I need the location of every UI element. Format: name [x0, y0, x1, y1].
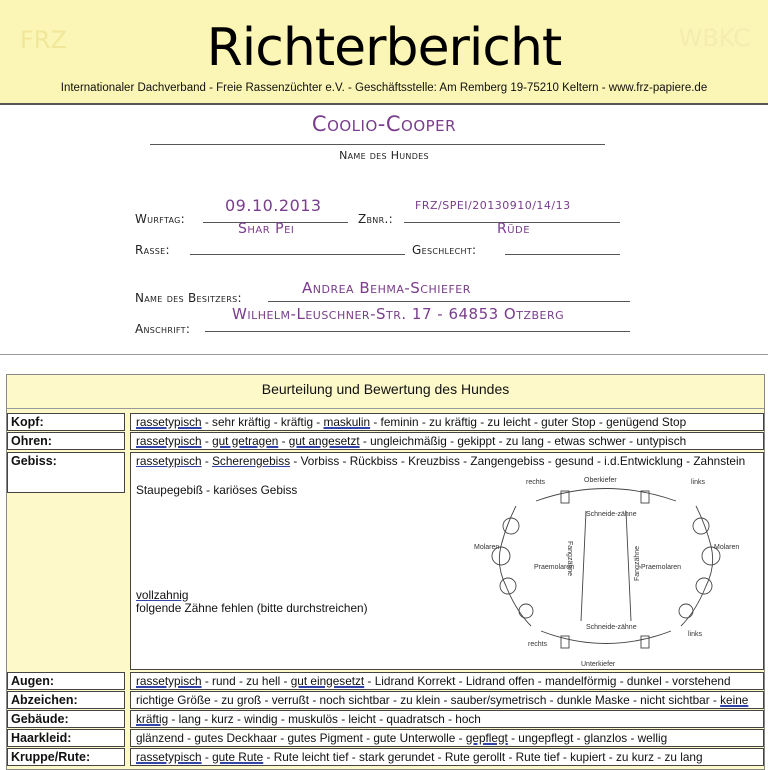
haarkleid-options	[130, 729, 764, 747]
tooth-shape	[679, 604, 693, 618]
unterkiefer-label: Unterkiefer	[581, 661, 616, 667]
page-title: Richterbericht	[206, 18, 562, 78]
schneidezaehne-label-bottom: Schneide-zähne	[586, 624, 637, 631]
rechts-label-bottom: rechts	[528, 641, 548, 648]
ohren-option-text: -	[278, 434, 289, 448]
fangzahn-line-left	[581, 511, 586, 621]
upper-right-arch	[499, 506, 531, 626]
zbnr-label: Zbnr.:	[358, 212, 393, 226]
incisor-arch-lower	[541, 631, 671, 644]
zbnr-value: FRZ/SPEI/20130910/14/13	[415, 199, 571, 212]
besitzer-label: Name des Besitzers:	[135, 291, 242, 305]
assessment-heading-divider	[7, 408, 764, 409]
augen-label: Augen:	[7, 672, 125, 690]
geschlecht-line	[505, 254, 620, 255]
section-divider	[0, 354, 768, 355]
haarkleid-option-text: glänzend - gutes Deckhaar - gutes Pigment - gute Unterwolle -	[136, 731, 466, 745]
ohren-options	[130, 432, 764, 450]
rasse-value: Shar Pei	[238, 221, 295, 237]
fangzaehne-label-left: Fangzähne	[634, 545, 641, 581]
fangzaehne-label-right: Fangzähne	[566, 541, 573, 577]
frz-logo: FRZ	[20, 26, 67, 54]
ohren-option-text: -	[201, 434, 213, 448]
geschlecht-label: Geschlecht:	[412, 243, 477, 257]
kopf-option-text: - feminin - zu kräftig - zu leicht - guter Stop - genügend Stop	[370, 415, 687, 429]
oberkiefer-label: Oberkiefer	[584, 477, 617, 484]
abzeichen-option-text: richtige Größe - zu groß - verrußt - noch sichtbar - zu klein - sauber/symetrisch - dunkle Maske - nicht sichtbar -	[136, 693, 721, 707]
fangzahn-line-right	[626, 511, 631, 621]
anschrift-line	[205, 331, 630, 332]
kruppe-option-selected: rassetypisch	[136, 750, 202, 764]
ohren-option-text: - ungleichmäßig - gekippt - zu lang - etwas schwer - untypisch	[359, 434, 687, 448]
molaren-label-left: Molaren	[714, 544, 740, 551]
incisor-arch-upper	[536, 489, 676, 502]
kopf-option-text: - sehr kräftig - kräftig -	[201, 415, 324, 429]
praemolaren-label-left: Praemolaren	[641, 564, 682, 571]
header-band	[0, 0, 768, 105]
augen-options	[130, 672, 764, 690]
besitzer-line	[268, 301, 630, 302]
gebaeude-option-selected: kräftig	[136, 712, 169, 726]
kruppe-option-text: -	[201, 750, 213, 764]
haarkleid-option-text: - ungepflegt - glanzlos - wellig	[507, 731, 668, 745]
vollzahnig-text: vollzahnig	[136, 588, 189, 602]
gebiss-option-selected: rassetypisch	[136, 454, 202, 468]
haarkleid-option-selected: gepflegt	[465, 731, 508, 745]
gebiss-option-text: - Vorbiss - Rückbiss - Kreuzbiss - Zangengebiss - gesund - i.d.Entwicklung - Zahnstein	[290, 454, 746, 468]
organization-line: Internationaler Dachverband - Freie Rassenzüchter e.V. - Geschäftsstelle: Am Remberg 19-75210 Keltern - www.frz-papiere.de	[60, 82, 708, 94]
anschrift-value: Wilhelm-Leuschner-Str. 17 - 64853 Otzberg	[232, 305, 565, 323]
kruppe-option-text: - Rute leicht tief - stark gerundet - Rute gerollt - Rute tief - kupiert - zu kurz - zu lang	[263, 750, 703, 764]
ohren-option-selected: gut getragen	[212, 434, 279, 448]
assessment-section	[6, 374, 765, 770]
molaren-label-right: Molaren	[474, 544, 500, 551]
wurftag-value: 09.10.2013	[225, 196, 322, 215]
kruppe-options	[130, 748, 764, 766]
augen-option-text: - rund - zu hell -	[201, 674, 291, 688]
dog-name-value: Coolio-Cooper	[311, 112, 457, 136]
gebaeude-label: Gebäude:	[7, 710, 125, 728]
rasse-line	[190, 254, 405, 255]
gebiss-body	[130, 452, 764, 670]
dog-name-line	[150, 144, 605, 145]
haarkleid-label: Haarkleid:	[7, 729, 125, 747]
augen-option-selected: gut eingesetzt	[290, 674, 365, 688]
ohren-option-selected: rassetypisch	[136, 434, 202, 448]
abzeichen-options	[130, 691, 764, 709]
kopf-options	[130, 413, 764, 431]
gebiss-option-selected: Scherengebiss	[212, 454, 291, 468]
missing-teeth-text: folgende Zähne fehlen (bitte durchstreichen)	[136, 601, 368, 615]
tooth-diagram	[456, 471, 756, 667]
upper-left-arch	[681, 506, 713, 626]
tooth-shape	[503, 518, 519, 534]
augen-option-selected: rassetypisch	[136, 674, 202, 688]
abzeichen-option-selected: keine	[720, 693, 749, 707]
dog-name-label: Name des Hundes	[339, 149, 429, 162]
ohren-option-selected: gut angesetzt	[288, 434, 360, 448]
wurftag-label: Wurftag:	[135, 212, 185, 226]
ohren-label: Ohren:	[7, 432, 125, 450]
tooth-shape	[641, 636, 649, 648]
gebaeude-options	[130, 710, 764, 728]
tooth-shape	[693, 518, 709, 534]
geschlecht-value: Rüde	[497, 221, 531, 237]
praemolaren-label-right: Praemolaren	[534, 564, 575, 571]
gebiss-line2: Staupegebiß - kariöses Gebiss	[136, 483, 298, 497]
rasse-label: Rasse:	[135, 243, 170, 257]
besitzer-value: Andrea Behma-Schiefer	[302, 279, 471, 297]
anschrift-label: Anschrift:	[135, 322, 191, 336]
gebiss-label: Gebiss:	[7, 452, 125, 493]
gebiss-options	[136, 454, 745, 468]
links-label-top: links	[691, 479, 706, 486]
kopf-option-selected: maskulin	[323, 415, 371, 429]
assessment-heading: Beurteilung und Bewertung des Hundes	[261, 381, 510, 397]
kruppe-label: Kruppe/Rute:	[7, 748, 125, 766]
kopf-option-selected: rassetypisch	[136, 415, 202, 429]
wbkc-logo: WBKC	[678, 24, 750, 52]
abzeichen-label: Abzeichen:	[7, 691, 125, 709]
rechts-label-top: rechts	[526, 479, 546, 486]
schneidezaehne-label-top: Schneide-zähne	[586, 511, 637, 518]
gebiss-option-text: -	[201, 454, 213, 468]
kruppe-option-selected: gute Rute	[212, 750, 264, 764]
kopf-label: Kopf:	[7, 413, 125, 431]
links-label-bottom: links	[688, 631, 703, 638]
gebaeude-option-text: - lang - kurz - windig - muskulös - leicht - quadratsch - hoch	[168, 712, 481, 726]
tooth-shape	[519, 604, 533, 618]
augen-option-text: - Lidrand Korrekt - Lidrand offen - mandelförmig - dunkel - vorstehend	[364, 674, 731, 688]
